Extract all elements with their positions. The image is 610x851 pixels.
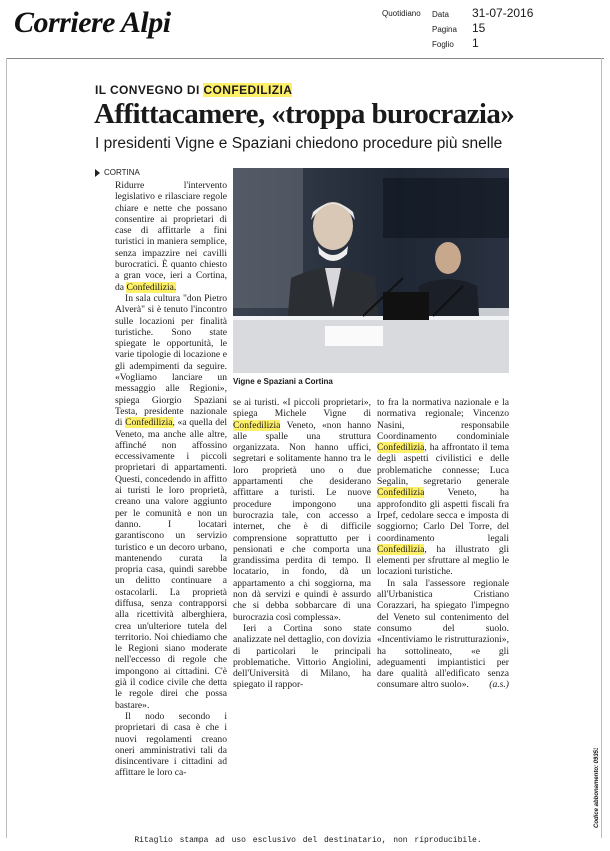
article-kicker xyxy=(95,83,292,97)
article-paragraph xyxy=(377,578,509,691)
paragraph-text: Ieri a Cortina sono state analizzate nel dettaglio, con dovizia di particolari le principali problematiche. Vittorio Angiolini, dell'Università di Milano, ha spiegato il rappor- xyxy=(233,622,371,691)
meta-label-pagina: Pagina xyxy=(432,25,457,34)
meta-value-data: 31-07-2016 xyxy=(472,6,534,20)
highlighted-keyword: Confedilizia xyxy=(125,417,173,429)
article-subhead: I presidenti Vigne e Spaziani chiedono procedure più snelle xyxy=(95,135,503,152)
article-column-1 xyxy=(115,180,227,779)
article-paragraph xyxy=(233,623,371,691)
article-column-3 xyxy=(377,397,509,691)
article-paragraph xyxy=(115,293,227,711)
dateline-marker-icon xyxy=(95,169,100,177)
author-signature: (a.s.) xyxy=(489,679,509,691)
paragraph-text: to fra la normativa nazionale e la normativa regionale; Vincenzo Nasini, responsabile Coordinamento condominiale xyxy=(377,397,509,442)
masthead-logo: Corriere Alpi xyxy=(14,6,171,39)
article-paragraph xyxy=(115,180,227,293)
paragraph-text: In sala l'assessore regionale all'Urbanistica Cristiano Corazzari, ha spiegato l'impegno del Veneto sul contenimento del consumo del suolo. «Incentiviamo le ristrutturazioni», ha sottolineato, «e gli adeguamenti impiantistici per dare qualità all'edificato senza consumare altro suolo». xyxy=(377,577,509,691)
article-headline: Affittacamere, «troppa burocrazia» xyxy=(94,98,515,130)
kicker-highlight: CONFEDILIZIA xyxy=(203,83,293,97)
paragraph-text: In sala cultura "don Pietro Alverà" si è tenuto l'incontro sulle locazioni per finalità turistiche. Sono state spiegate le opportunità, le varie tipologie di locazione e gli adempimenti da seguire. «Vogliamo lanciare un messaggio alle Regioni», spiega Giorgio Spaziani Testa, presidente nazionale di xyxy=(115,292,227,429)
meta-label-foglio: Foglio xyxy=(432,40,454,49)
meta-value-pagina: 15 xyxy=(472,21,486,35)
article-photo xyxy=(233,168,509,373)
highlighted-keyword: Confedilizia xyxy=(377,487,425,499)
article-paragraph xyxy=(115,711,227,779)
meta-label-data: Data xyxy=(432,10,449,19)
codice-abbonamento xyxy=(591,748,601,828)
quotidiano-label: Quotidiano xyxy=(382,9,421,18)
paragraph-text: , «a quella del Veneto, ma anche alle altre, affinché non affossino eccessivamente i piccoli proprietari di appartamenti. Questi, concedendo in affitto ai turisti le loro proprietà, creano una valore aggiunto per le comunità e non un danno. I locatari garantiscono un servizio turistico e un decoro urbano, mantenendo curata la propria casa, quindi sarebbe un delitto continuare a ostacolarli. La proprietà diffusa, senza contrapporsi alla ricettività alberghiera, crea un'ulteriore tutela del territorio. Noi chiediamo che le Regioni siano moderate nell'eccesso di regole che impongono ai cittadini. C'è già il codice civile che detta le regole direi che possa bastare». xyxy=(115,417,227,711)
paragraph-text: , ha affrontato il tema degli aspetti civilistici e delle problematiche connesse; Luca Segalin, segretario generale xyxy=(377,442,509,488)
kicker-prefix: IL CONVEGNO DI xyxy=(95,83,204,97)
paragraph-text: Il nodo secondo i proprietari di casa è che i nuovi regolamenti creano oneri amministrativi tali da disincentivare i cittadini ad affittare le loro ca- xyxy=(115,710,227,779)
photo-illustration xyxy=(233,168,509,373)
paragraph-text: Ridurre l'intervento legislativo e rilasciare regole chiare e nette che possano consentire ai proprietari di case di affittarle a fini turistici in maniera semplice, senza impazzire nei cavilli burocratici. È quanto chiesto a gran voce, ieri a Cortina, da xyxy=(115,180,227,293)
article-paragraph xyxy=(233,397,371,623)
highlighted-keyword: Confedilizia xyxy=(233,419,281,431)
photo-caption: Vigne e Spaziani a Cortina xyxy=(233,377,333,386)
footer-notice: Ritaglio stampa ad uso esclusivo del destinatario, non riproducibile. xyxy=(134,836,482,845)
highlighted-keyword: Confedilizia xyxy=(377,442,425,454)
paragraph-text: se ai turisti. «I piccoli proprietari», spiega Michele Vigne di xyxy=(233,397,371,420)
paragraph-text: Veneto, ha approfondito gli aspetti fiscali fra Irpef, cedolare secca e imposta di soggiorno; Carlo Del Torre, del coordinamento legali xyxy=(377,487,509,544)
paragraph-text: , ha illustrato gli elementi per sfruttare al meglio le locazioni turistiche. xyxy=(377,543,509,578)
paragraph-text: Veneto, «non hanno alle spalle una struttura organizzata. Non hanno uffici, segretari e solitamente hanno tra le loro proprietà uno o due appartamenti che desiderano affittare a turisti. Le nuove procedure impongono una burocrazia tale, con accesso a internet, che è di difficile comprensione soprattutto per i pensionati e che comporta una grandissima perdita di tempo. Il locatario, in fondo, dà un appartamento a chi soggiorna, ma non dà servizi e quindi è assurdo che si debba sobbarcare di una burocrazia così complessa». xyxy=(233,419,371,623)
article-paragraph xyxy=(377,397,509,578)
codice-text: Codice abbonamento: 093531 xyxy=(594,748,600,828)
article-column-2 xyxy=(233,397,371,691)
meta-value-foglio: 1 xyxy=(472,36,479,50)
highlighted-keyword: Confedilizia xyxy=(377,543,425,555)
article-dateline: CORTINA xyxy=(104,168,140,177)
codice-svg xyxy=(591,748,601,828)
highlighted-keyword: Confedilizia. xyxy=(126,281,177,293)
